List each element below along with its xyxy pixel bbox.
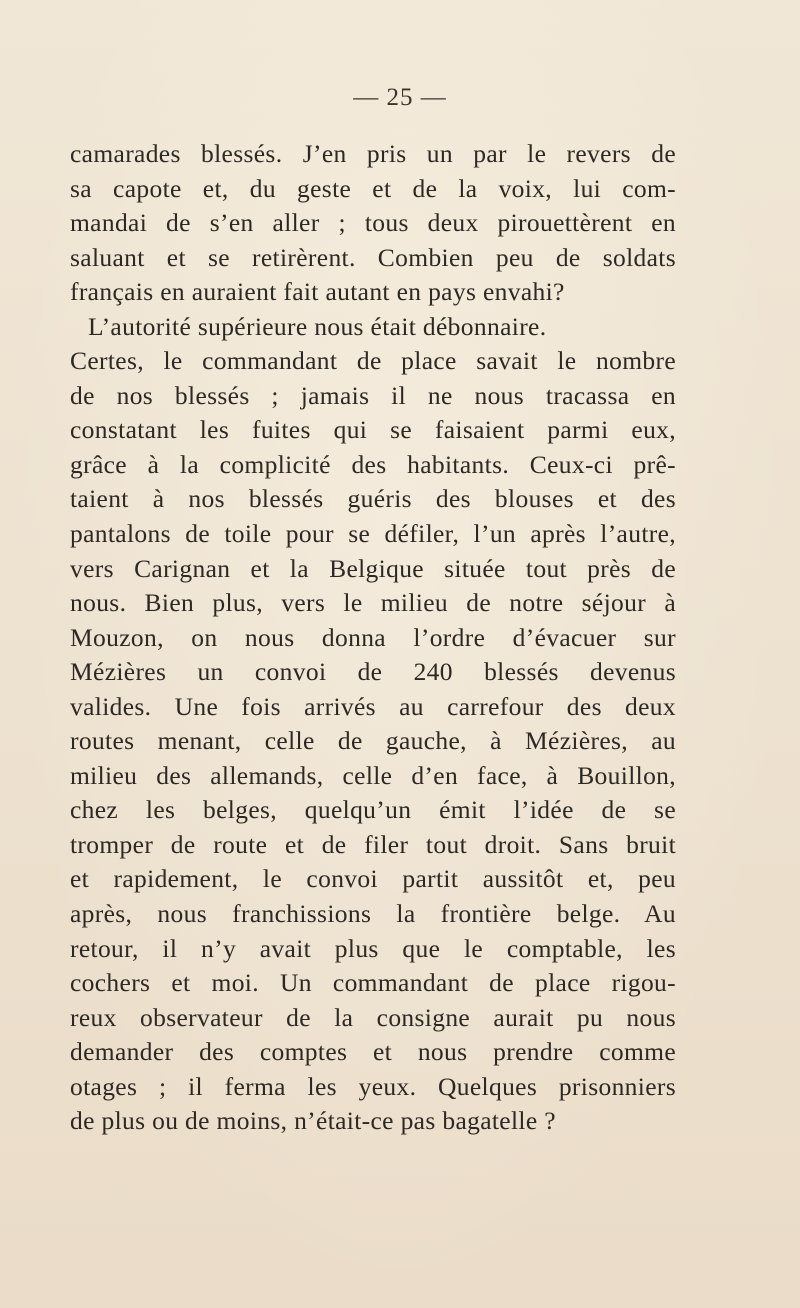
text-line: milieu des allemands, celle d’en face, à Bouillon,: [70, 760, 676, 790]
page-number: — 25 —: [353, 84, 447, 111]
text-line: Mézières un convoi de 240 blessés devenus: [70, 657, 676, 687]
text-line: et rapidement, le convoi partit aussitôt et, peu: [70, 864, 676, 894]
text-line: Mouzon, on nous donna l’ordre d’évacuer sur: [70, 622, 676, 652]
text-line: chez les belges, quelqu’un émit l’idée de se: [70, 795, 676, 825]
text-line: taient à nos blessés guéris des blouses et des: [70, 484, 676, 514]
text-line: tromper de route et de filer tout droit. Sans bruit: [70, 829, 676, 859]
text-line: otages ; il ferma les yeux. Quelques prisonniers: [70, 1071, 676, 1101]
text-line: grâce à la complicité des habitants. Ceux-ci prê-: [70, 449, 676, 479]
text-line: cochers et moi. Un commandant de place rigou-: [70, 968, 676, 998]
text-line: reux observateur de la consigne aurait pu nous: [70, 1002, 676, 1032]
text-line: routes menant, celle de gauche, à Mézières, au: [70, 726, 676, 756]
text-line: sa capote et, du geste et de la voix, lui com-: [70, 173, 676, 203]
text-line: vers Carignan et la Belgique située tout près de: [70, 553, 676, 583]
body-text: [70, 137, 676, 1139]
text-line: L’autorité supérieure nous était débonnaire.: [88, 311, 547, 341]
text-line: demander des comptes et nous prendre comme: [70, 1037, 676, 1067]
text-line: après, nous franchissions la frontière belge. Au: [70, 899, 676, 929]
text-line: saluant et se retirèrent. Combien peu de soldats: [70, 242, 676, 272]
text-line: valides. Une fois arrivés au carrefour des deux: [70, 691, 676, 721]
text-line: camarades blessés. J’en pris un par le revers de: [70, 139, 676, 168]
text-line: nous. Bien plus, vers le milieu de notre séjour à: [70, 588, 676, 618]
text-line: de plus ou de moins, n’était-ce pas bagatelle ?: [70, 1106, 556, 1136]
text-line: de nos blessés ; jamais il ne nous tracassa en: [70, 380, 676, 410]
text-line: mandai de s’en aller ; tous deux pirouettèrent en: [70, 208, 676, 238]
text-line: Certes, le commandant de place savait le nombre: [70, 346, 676, 376]
text-line: constatant les fuites qui se faisaient parmi eux,: [70, 415, 676, 445]
text-line: retour, il n’y avait plus que le comptable, les: [70, 933, 676, 963]
text-line: français en auraient fait autant en pays envahi?: [70, 277, 565, 307]
text-line: pantalons de toile pour se défiler, l’un après l’autre,: [70, 519, 676, 549]
